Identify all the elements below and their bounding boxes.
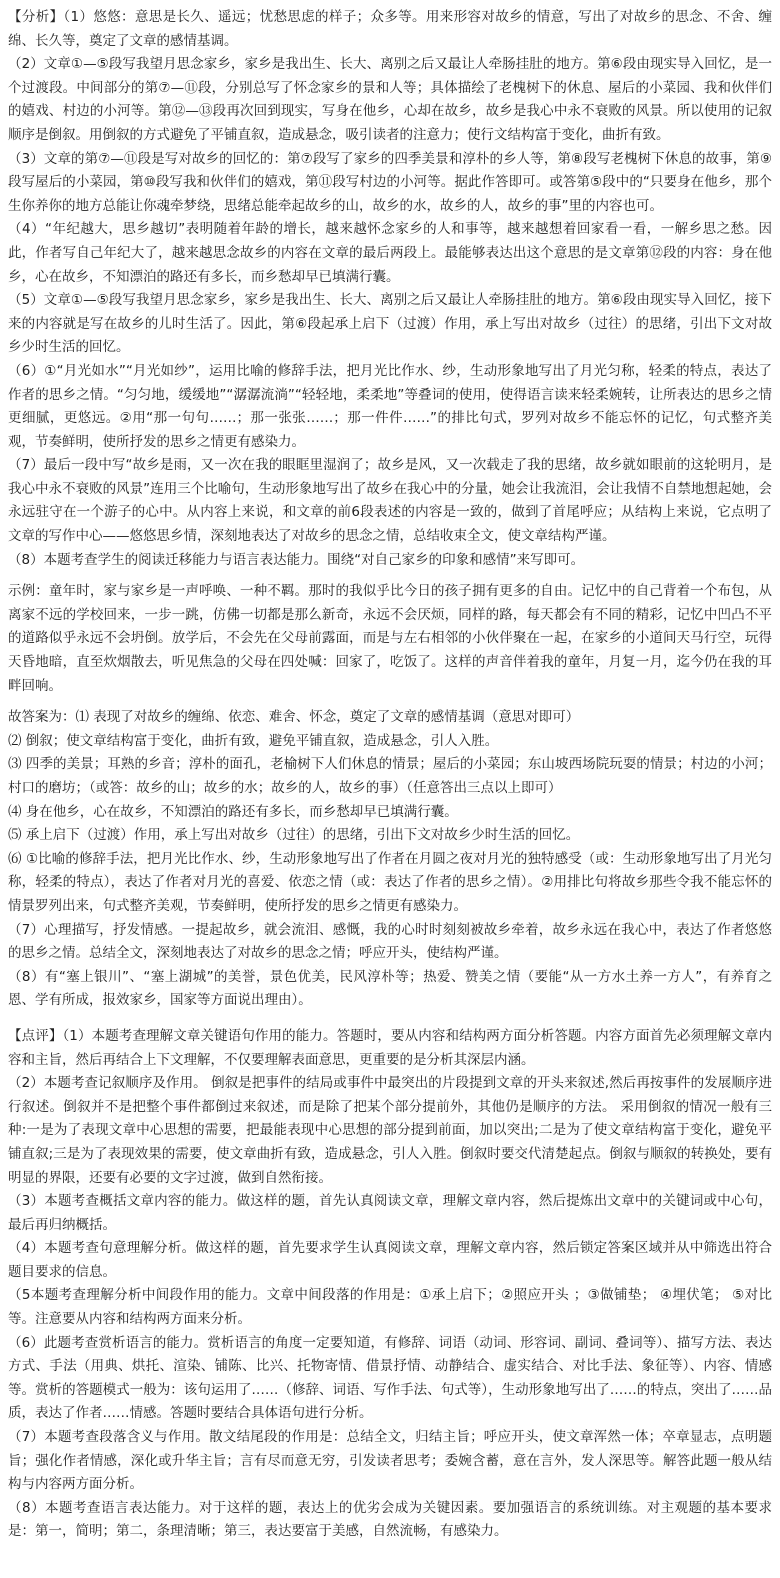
commentary-paragraph-8: （8）本题考查语言表达能力。对于这样的题，表达上的优劣会成为关键因素。要加强语言的系统训练。对主观题的基本要求是：第一，简明；第二，条理清晰；第三，表达要富于美感，自然流畅，有感染力。: [8, 1499, 772, 1540]
commentary-paragraph-6: （6）此题考查赏析语言的能力。赏析语言的角度一定要知道，有修辞、词语（动词、形容词、副词、叠词等）、描写方法、表达方式、手法（用典、烘托、渲染、铺陈、比兴、托物寄情、借景抒情、动静结合、虚实结合、对比手法、象征等）、内容、情感等。赏析的答题模式一般为：该句运用了……（修辞、词语、写作手法、句式等），生动形象地写出了……的特点，突出了……品质，表达了作者……情感。答题时要结合具体语句进行分析。: [8, 1334, 772, 1422]
commentary-section: [8, 1025, 772, 1544]
analysis-paragraph-5: （5）文章①—⑤段写我望月思念家乡，家乡是我出生、长大、离别之后又最让人牵肠挂肚的地方。第⑥段由现实导入回忆，接下来的内容就是写在故乡的儿时生活了。因此，第⑥段起承上启下（过渡）作用，承上写出对故乡（过往）的思绪，引出下文对故乡少时生活的回忆。: [8, 292, 772, 356]
analysis-paragraph-1: 【分析】（1）悠悠：意思是长久、遥远；忧愁思虑的样子；众多等。用来形容对故乡的情意，写出了对故乡的思念、不舍、缠绵、长久等，奠定了文章的感情基调。: [8, 9, 772, 49]
analysis-paragraph-2: （2）文章①—⑤段写我望月思念家乡，家乡是我出生、长大、离别之后又最让人牵肠挂肚的地方。第⑥段由现实导入回忆，是一个过渡段。中间部分的第⑦—⑪段，分别总写了怀念家乡的景和人等；具体描绘了老槐树下的休息、屋后的小菜园、我和伙伴们的嬉戏、村边的小河等。第⑫—⑬段再次回到现实，写身在他乡，心却在故乡，故乡是我心中永不衰败的风景。所以使用的记叙顺序是倒叙。用倒叙的方式避免了平铺直叙，造成悬念，吸引读者的注意力；使行文结构富于变化，曲折有致。: [8, 56, 772, 143]
commentary-paragraph-7: （7）本题考查段落含义与作用。散文结尾段的作用是：总结全文，归结主旨；呼应开头，使文章浑然一体；卒章显志，点明题旨；强化作者情感，深化或升华主旨；言有尽而意无穷，引发读者思考；委婉含蓄，意在言外，发人深思等。解答此题一般从结构与内容两方面分析。: [8, 1429, 772, 1493]
commentary-paragraph-1: 【点评】（1）本题考查理解文章关键语句作用的能力。答题时，要从内容和结构两方面分析答题。内容方面首先必须理解文章内容和主旨，然后再结合上下文理解，不仅要理解表面意思，更重要的是分析其深层内涵。: [8, 1027, 772, 1068]
commentary-paragraph-4: （4）本题考查句意理解分析。做这样的题，首先要求学生认真阅读文章，理解文章内容，然后锁定答案区域并从中筛选出符合题目要求的信息。: [8, 1240, 772, 1280]
answer-7: （7）心理描写，抒发情感。一提起故乡，就会流泪、感慨，我的心时时刻刻被故乡牵着，故乡永远在我心中，表达了作者悠悠的思乡之情。总结全文，深刻地表达了对故乡的思念之情；呼应开头，使结构严谨。: [8, 921, 772, 962]
answer-4: ⑷ 身在他乡，心在故乡，不知漂泊的路还有多长，而乡愁却早已填满行囊。: [8, 803, 458, 820]
answer-2: ⑵ 倒叙；使文章结构富于变化，曲折有致，避免平铺直叙，造成悬念，引人入胜。: [8, 732, 499, 749]
commentary-paragraph-3: （3）本题考查概括文章内容的能力。做这样的题，首先认真阅读文章，理解文章内容，然后提炼出文章中的关键词或中心句，最后再归纳概括。: [8, 1193, 772, 1233]
answer-1: 故答案为：⑴ 表现了对故乡的缠绵、依恋、难舍、怀念，奠定了文章的感情基调（意思对即可）: [8, 709, 580, 726]
answer-3: ⑶ 四季的美景；耳熟的乡音；淳朴的面孔，老榆树下人们休息的情景；屋后的小菜园；东山坡西场院玩耍的情景；村边的小河；村口的磨坊；（或答：故乡的山；故乡的水；故乡的人，故乡的事）（任意答出三点以上即可）: [8, 756, 772, 796]
commentary-paragraph-5: （5本题考查理解分析中间段作用的能力。文章中间段落的作用是：①承上启下；②照应开头 ；③做铺垫； ④埋伏笔； ⑤对比等。注意要从内容和结构两方面来分析。: [8, 1287, 772, 1328]
analysis-paragraph-3: （3）文章的第⑦—⑪段是写对故乡的回忆的：第⑦段写了家乡的四季美景和淳朴的乡人等，第⑧段写老槐树下休息的故事，第⑨段写屋后的小菜园，第⑩段写我和伙伴们的嬉戏，第⑪段写村边的小河等。据此作答即可。或答第⑤段中的“只要身在他乡，那个生你养你的地方总能让你魂牵梦绕，思绪总能牵起故乡的山，故乡的水，故乡的人，故乡的事”里的内容也可。: [8, 150, 772, 214]
example-section: [8, 580, 772, 698]
analysis-section: [8, 6, 772, 572]
commentary-paragraph-2: （2）本题考查记叙顺序及作用。 倒叙是把事件的结局或事件中最突出的片段提到文章的开头来叙述,然后再按事件的发展顺序进行叙述。倒叙并不是把整个事件都倒过来叙述，而是除了把某个部分提前外，其他仍是顺序的方法。 采用倒叙的情况一般有三种:一是为了表现文章中心思想的需要，把最能表现中心思想的部分提到前面，加以突出;二是为了使文章结构富于变化，避免平铺直叙;三是为了表现效果的需要，使文章曲折有致，造成悬念，引人入胜。倒叙时要交代清楚起点。倒叙与顺叙的转换处，要有明显的界限，还要有必要的文字过渡，做到自然衔接。: [8, 1075, 772, 1186]
analysis-paragraph-4: （4）“年纪越大，思乡越切”表明随着年龄的增长，越来越怀念家乡的人和事等，越来越想着回家看一看，一解乡思之愁。因此，作者写自己年纪大了，越来越思念故乡的内容在文章的最后两段上。最能够表达出这个意思的是文章第⑫段的内容：身在他乡，心在故乡，不知漂泊的路还有多长，而乡愁却早已填满行囊。: [8, 221, 772, 285]
answer-5: ⑸ 承上启下（过渡）作用，承上写出对故乡（过往）的思绪，引出下文对故乡少时生活的回忆。: [8, 827, 580, 844]
spacer: [8, 698, 772, 706]
example-paragraph: 示例：童年时，家与家乡是一声呼唤、一种不羁。那时的我似乎比今日的孩子拥有更多的自由。记忆中的自己背着一个布包，从离家不远的学校回来，一步一跳，仿佛一切都是那么新奇，永远不会厌烦，同样的路，每天都会有不同的精彩，记忆中凹凸不平的道路似乎永远不会坍倒。放学后，不会先在父母前露面，而是与左右相邻的小伙伴聚在一起，在家乡的小道间天马行空，玩得天昏地暗，直至炊烟散去，听见焦急的父母在四处喊：回家了，吃饭了。这样的声音伴着我的童年，月复一月，迄今仍在我的耳畔回响。: [8, 583, 772, 694]
answer-8: （8）有“塞上银川”、“塞上湖城”的美誉，景色优美，民风淳朴等；热爱、赞美之情（要能“从一方水土养一方人”，有养育之恩、学有所成，报效家乡，国家等方面说出理由）。: [8, 968, 772, 1009]
spacer: [8, 572, 772, 580]
answer-6: ⑹ ①比喻的修辞手法，把月光比作水、纱，生动形象地写出了作者在月圆之夜对月光的独特感受（或：生动形象地写出了月光匀称，轻柔的特点），表达了作者对月光的喜爱、依恋之情（或：表达了作者的思乡之情）。②用排比句将故乡那些令我不能忘怀的情景罗列出来，句式整齐美观，节奏鲜明，使所抒发的思乡之情更有感染力。: [8, 850, 772, 914]
spacer: [8, 1013, 772, 1025]
answers-section: [8, 706, 772, 1013]
analysis-paragraph-6: （6）①“月光如水”“月光如纱”，运用比喻的修辞手法，把月光比作水、纱，生动形象地写出了月光匀称，轻柔的特点，表达了作者的思乡之情。“匀匀地，缓缓地”“潺潺流淌”“轻轻地，柔柔地”等叠词的使用，使得语言读来轻柔婉转，让所表达的思乡之情更细腻，更悠远。②用“那一句句……；那一张张……；那一件件……”的排比句式，罗列对故乡不能忘怀的记忆，句式整齐美观，节奏鲜明，使所抒发的思乡之情更有感染力。: [8, 362, 772, 450]
analysis-paragraph-7: （7）最后一段中写“故乡是雨，又一次在我的眼眶里湿润了；故乡是风，又一次载走了我的思绪，故乡就如眼前的这轮明月，是我心中永不衰败的风景”连用三个比喻句，生动形象地写出了故乡在我心中的分量，她会让我流泪，会让我情不自禁地想起她，会永远驻守在一个游子的心中。从内容上来说，和文章的前6段表述的内容是一致的，做到了首尾呼应；从结构上来说，它点明了文章的写作中心——悠悠思乡情，深刻地表达了对故乡的思念之情，总结收束全文，使文章结构严谨。: [8, 457, 772, 545]
analysis-paragraph-8: （8）本题考查学生的阅读迁移能力与语言表达能力。围绕“对自己家乡的印象和感情”来写即可。: [8, 551, 585, 568]
